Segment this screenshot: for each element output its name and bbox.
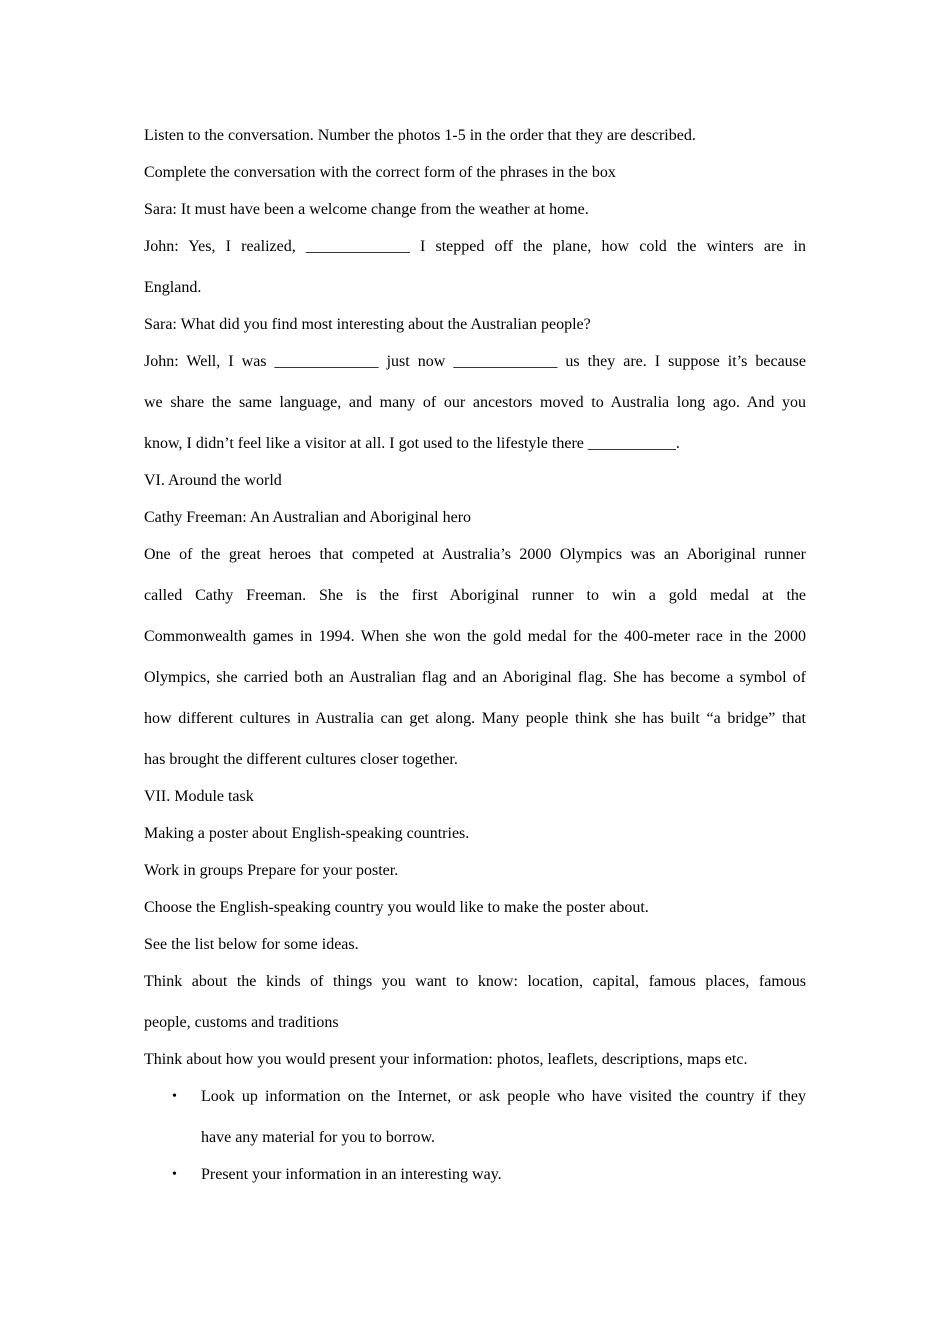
conversation-line-john-1-cont: England. — [144, 279, 202, 296]
section-heading-module-task: VII. Module task — [144, 788, 254, 805]
section-heading-around-the-world: VI. Around the world — [144, 472, 282, 489]
article-paragraph-line: how different cultures in Australia can get along. Many people think she has built “a bridge” that — [144, 710, 806, 727]
conversation-line-john-1: John: Yes, I realized, _____________ I stepped off the plane, how cold the winters are in — [144, 238, 806, 255]
task-line: Making a poster about English-speaking countries. — [144, 825, 470, 842]
bullet-text: Present your information in an interesting way. — [201, 1166, 502, 1183]
task-line: Work in groups Prepare for your poster. — [144, 862, 399, 879]
task-line: people, customs and traditions — [144, 1014, 339, 1031]
article-paragraph-line: called Cathy Freeman. She is the first Aboriginal runner to win a gold medal at the — [144, 587, 806, 604]
task-line: Choose the English-speaking country you would like to make the poster about. — [144, 899, 649, 916]
complete-instruction: Complete the conversation with the correct form of the phrases in the box — [144, 164, 616, 181]
bullet-icon: • — [172, 1089, 177, 1104]
bullet-text: have any material for you to borrow. — [201, 1129, 435, 1146]
bullet-icon: • — [172, 1167, 177, 1182]
article-paragraph-line: One of the great heroes that competed at Australia’s 2000 Olympics was an Aboriginal runner — [144, 546, 806, 563]
conversation-line-john-2-cont: we share the same language, and many of our ancestors moved to Australia long ago. And you — [144, 394, 806, 411]
listen-instruction: Listen to the conversation. Number the photos 1-5 in the order that they are described. — [144, 127, 696, 144]
bullet-item — [144, 1163, 806, 1200]
bullet-item — [144, 1085, 806, 1163]
task-line: Think about how you would present your information: photos, leaflets, descriptions, maps etc. — [144, 1051, 748, 1068]
article-title: Cathy Freeman: An Australian and Aboriginal hero — [144, 509, 472, 526]
bullet-text: Look up information on the Internet, or ask people who have visited the country if they — [201, 1088, 806, 1105]
conversation-line-sara-1: Sara: It must have been a welcome change from the weather at home. — [144, 201, 589, 218]
article-paragraph-line: Olympics, she carried both an Australian flag and an Aboriginal flag. She has become a symbol of — [144, 669, 806, 686]
document-page — [144, 124, 806, 1200]
conversation-line-john-2-end: know, I didn’t feel like a visitor at all. I got used to the lifestyle there ___________. — [144, 435, 680, 452]
task-line: See the list below for some ideas. — [144, 936, 359, 953]
conversation-line-sara-2: Sara: What did you find most interesting about the Australian people? — [144, 316, 591, 333]
conversation-line-john-2: John: Well, I was _____________ just now _____________ us they are. I suppose it’s because — [144, 353, 806, 370]
article-paragraph-line: Commonwealth games in 1994. When she won the gold medal for the 400-meter race in the 2000 — [144, 628, 806, 645]
article-paragraph-line: has brought the different cultures closer together. — [144, 751, 458, 768]
task-line: Think about the kinds of things you want to know: location, capital, famous places, famous — [144, 973, 806, 990]
